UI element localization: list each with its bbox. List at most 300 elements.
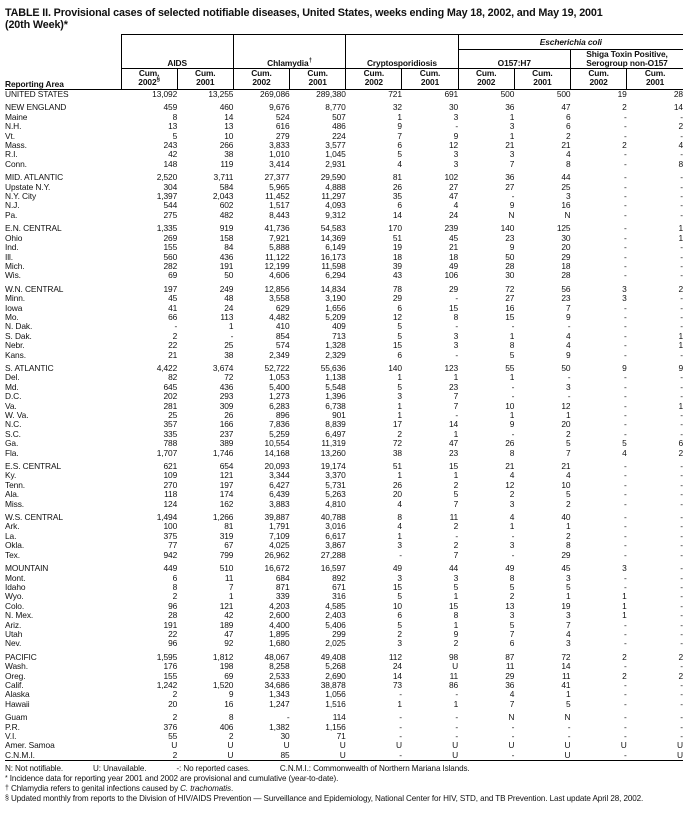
value-cell: 3: [453, 111, 459, 122]
value-cell: U: [227, 749, 234, 760]
value-cell: 14,369: [320, 232, 346, 243]
value-cell: -: [623, 689, 627, 700]
value-cell: 2: [622, 102, 627, 113]
value-cell: 14,834: [320, 283, 346, 294]
value-cell: 113: [220, 311, 234, 322]
value-cell: 140: [388, 362, 402, 373]
value-cell: 191: [163, 619, 178, 630]
value-cell: 9: [509, 242, 515, 253]
table-row: [5, 271, 683, 280]
value-cell: 39,887: [264, 512, 290, 523]
value-cell: -: [623, 428, 627, 439]
value-cell: 281: [163, 400, 178, 411]
value-cell: 17: [392, 419, 402, 430]
reporting-area-cell: Maine: [5, 111, 28, 122]
value-cell: 8: [678, 158, 683, 169]
value-cell: 49,408: [320, 651, 346, 662]
value-cell: 224: [332, 130, 346, 141]
value-cell: 3: [397, 572, 402, 583]
value-cell: 3,344: [269, 470, 290, 481]
value-cell: -: [623, 349, 627, 360]
value-cell: 616: [275, 121, 290, 132]
value-cell: 23: [505, 232, 515, 243]
value-cell: 52,722: [264, 362, 290, 373]
value-cell: 524: [275, 111, 290, 122]
value-cell: 2: [453, 521, 459, 532]
value-cell: -: [399, 731, 402, 741]
value-cell: 3,370: [325, 470, 346, 481]
reporting-area-cell: S. ATLANTIC: [5, 362, 54, 373]
value-cell: 319: [219, 530, 234, 541]
value-cell: 50: [224, 270, 234, 281]
value-cell: -: [567, 391, 571, 402]
value-cell: 20: [168, 698, 178, 709]
value-cell: 3,577: [325, 140, 346, 151]
value-cell: -: [680, 391, 683, 402]
value-cell: 7,836: [269, 419, 290, 430]
value-cell: 124: [163, 498, 178, 509]
value-cell: -: [680, 428, 683, 439]
value-cell: 18: [449, 251, 459, 262]
value-cell: 500: [556, 89, 571, 99]
value-cell: 32: [392, 102, 402, 113]
value-cell: 44: [449, 563, 459, 574]
value-cell: 1: [453, 591, 459, 602]
table-row: [5, 700, 683, 709]
value-cell: -: [680, 721, 683, 732]
value-cell: 3: [397, 391, 402, 402]
value-cell: -: [455, 349, 459, 360]
reporting-area-cell: Wyo.: [5, 591, 24, 602]
value-cell: 249: [219, 283, 234, 294]
value-cell: 77: [168, 540, 178, 551]
footnotes: [5, 764, 683, 803]
value-cell: 20,093: [264, 461, 290, 472]
value-cell: 1: [397, 410, 402, 420]
value-cell: 9: [509, 200, 515, 211]
value-cell: 30: [561, 232, 571, 243]
value-cell: 162: [219, 498, 234, 509]
value-cell: 436: [219, 381, 234, 392]
value-cell: 55: [505, 362, 515, 373]
value-cell: 2: [397, 628, 402, 639]
value-cell: -: [680, 200, 683, 211]
value-cell: 3: [622, 563, 627, 574]
value-cell: 500: [500, 89, 515, 99]
value-cell: 11: [449, 512, 459, 523]
reporting-area-cell: W.N. CENTRAL: [5, 283, 64, 294]
value-cell: 4,400: [269, 619, 290, 630]
value-cell: 2: [678, 121, 683, 132]
value-cell: 189: [219, 619, 234, 630]
value-cell: 7: [397, 130, 402, 141]
value-cell: 6: [565, 121, 571, 132]
value-cell: 8,839: [325, 419, 346, 430]
value-cell: 24: [449, 209, 459, 220]
reporting-area-cell: Okla.: [5, 540, 25, 551]
value-cell: 376: [163, 721, 178, 732]
reporting-area-cell: Ohio: [5, 232, 23, 243]
reporting-area-cell: N. Mex.: [5, 610, 34, 621]
value-cell: -: [680, 591, 683, 602]
value-cell: 3,414: [269, 158, 290, 169]
value-cell: -: [680, 498, 683, 509]
value-cell: 26: [392, 181, 402, 192]
value-cell: 1: [453, 619, 459, 630]
value-cell: 459: [163, 102, 178, 113]
value-cell: U: [564, 749, 571, 760]
value-cell: 2,533: [269, 670, 290, 681]
value-cell: 2: [228, 731, 234, 741]
value-cell: -: [680, 251, 683, 262]
value-cell: 2: [565, 498, 571, 509]
value-cell: -: [623, 223, 627, 234]
reporting-area-cell: La.: [5, 530, 17, 541]
reporting-area-cell: Ala.: [5, 489, 20, 500]
value-cell: 102: [444, 172, 459, 183]
value-cell: 901: [332, 410, 346, 420]
value-cell: 510: [219, 563, 234, 574]
value-cell: 121: [219, 470, 234, 481]
value-cell: 1,396: [325, 391, 346, 402]
value-cell: -: [511, 530, 515, 541]
value-cell: 5: [453, 581, 459, 592]
value-cell: 25: [168, 410, 178, 420]
ecoli-label: Escherichia coli: [539, 37, 602, 47]
value-cell: 11: [449, 670, 459, 681]
value-cell: 12,856: [264, 283, 290, 294]
value-cell: 13: [505, 600, 515, 611]
value-cell: 6,497: [325, 428, 346, 439]
column-header-cum: Cum. 2001: [177, 69, 233, 90]
col-group-o157: O157:H7: [458, 50, 570, 69]
value-cell: 507: [332, 111, 346, 122]
value-cell: 50: [561, 362, 571, 373]
value-cell: 35: [392, 191, 402, 202]
reporting-area-cell: Mont.: [5, 572, 26, 583]
value-cell: 198: [219, 661, 234, 672]
value-cell: 36: [505, 172, 515, 183]
value-cell: -: [680, 172, 683, 183]
value-cell: -: [623, 712, 627, 723]
value-cell: -: [623, 242, 627, 253]
value-cell: 2: [678, 447, 683, 458]
value-cell: 9: [453, 628, 459, 639]
value-cell: 1: [397, 530, 402, 541]
value-cell: 16,672: [264, 563, 290, 574]
value-cell: -: [511, 321, 515, 332]
value-cell: -: [623, 419, 627, 430]
value-cell: 237: [219, 428, 234, 439]
value-cell: 3: [397, 540, 402, 551]
value-cell: 1,812: [212, 651, 234, 662]
value-cell: 51: [392, 461, 402, 472]
value-cell: -: [623, 479, 627, 490]
value-cell: 11,452: [265, 191, 290, 202]
value-cell: 3,674: [212, 362, 234, 373]
value-cell: 4: [397, 498, 402, 509]
value-cell: 335: [163, 428, 178, 439]
value-cell: 2,025: [325, 638, 346, 649]
value-cell: 289,380: [316, 89, 346, 99]
value-cell: 50: [505, 251, 515, 262]
legend-not-notifiable: N: Not notifiable.: [5, 764, 64, 774]
value-cell: 896: [275, 410, 290, 420]
value-cell: U: [171, 740, 178, 751]
value-cell: 4: [622, 447, 627, 458]
value-cell: -: [623, 489, 627, 500]
value-cell: 5: [565, 489, 571, 500]
value-cell: -: [399, 749, 402, 760]
value-cell: -: [623, 470, 627, 481]
value-cell: 1,680: [269, 638, 290, 649]
value-cell: -: [623, 721, 627, 732]
value-cell: 96: [168, 638, 178, 649]
value-cell: 22: [168, 340, 178, 351]
value-cell: 3: [453, 149, 459, 160]
value-cell: 293: [219, 391, 234, 402]
value-cell: -: [680, 149, 683, 160]
reporting-area-cell: Mass.: [5, 140, 27, 151]
value-cell: 6: [678, 438, 683, 449]
value-cell: 174: [219, 489, 234, 500]
value-cell: 4: [509, 512, 515, 523]
value-cell: 49: [505, 563, 515, 574]
value-cell: 66: [168, 311, 178, 322]
value-cell: -: [511, 731, 515, 741]
reporting-area-cell: Nebr.: [5, 340, 25, 351]
value-cell: 2,520: [156, 172, 178, 183]
value-cell: -: [399, 549, 402, 560]
value-cell: -: [623, 698, 627, 709]
value-cell: -: [680, 712, 683, 723]
table-row: [5, 751, 683, 761]
table-body: [5, 90, 683, 761]
value-cell: 11,297: [321, 191, 346, 202]
value-cell: 5: [509, 349, 515, 360]
value-cell: 21: [561, 140, 571, 151]
value-cell: 18: [561, 260, 571, 271]
reporting-area-cell: Miss.: [5, 498, 25, 509]
value-cell: 26: [224, 410, 234, 420]
reporting-area-cell: Ariz.: [5, 619, 22, 630]
value-cell: 28: [673, 89, 683, 99]
value-cell: 5: [565, 698, 571, 709]
value-cell: 16: [561, 200, 571, 211]
value-cell: -: [680, 130, 683, 141]
value-cell: -: [680, 530, 683, 541]
value-cell: 9: [509, 419, 515, 430]
value-cell: 47: [224, 628, 234, 639]
value-cell: 21: [561, 461, 571, 472]
value-cell: 16: [224, 698, 234, 709]
value-cell: 4: [509, 470, 515, 481]
value-cell: -: [680, 619, 683, 630]
value-cell: 1: [678, 223, 683, 234]
value-cell: -: [680, 419, 683, 430]
value-cell: 41: [561, 679, 571, 690]
col-group-cryptosporidiosis: Cryptosporidiosis: [346, 35, 458, 69]
value-cell: -: [680, 689, 683, 700]
value-cell: 16: [505, 302, 515, 313]
value-cell: 5,965: [269, 181, 290, 192]
value-cell: 140: [500, 223, 515, 234]
value-cell: 892: [332, 572, 346, 583]
reporting-area-cell: E.S. CENTRAL: [5, 461, 62, 472]
notifiable-diseases-table: [5, 34, 683, 761]
reporting-area-cell: Wis.: [5, 270, 21, 281]
reporting-area-cell: Md.: [5, 381, 19, 392]
table-title-line1: TABLE II. Provisional cases of selected notifiable diseases, United States, weeks ending May 18, 2002, and May 19, 2001: [5, 7, 603, 19]
value-cell: -: [680, 311, 683, 322]
value-cell: -: [174, 321, 178, 332]
value-cell: 49: [392, 563, 402, 574]
value-cell: 3,867: [325, 540, 346, 551]
reporting-area-cell: D.C.: [5, 391, 22, 402]
value-cell: 4: [678, 140, 683, 151]
value-cell: 49: [449, 260, 459, 271]
value-cell: 45: [168, 293, 178, 304]
value-cell: 3,883: [269, 498, 290, 509]
value-cell: 81: [224, 521, 234, 532]
value-cell: 629: [275, 302, 290, 313]
value-cell: 389: [219, 438, 234, 449]
value-cell: -: [623, 521, 627, 532]
reporting-area-cell: Kans.: [5, 349, 26, 360]
reporting-area-cell: N.Y. City: [5, 191, 37, 202]
value-cell: 7: [228, 581, 234, 592]
value-cell: -: [623, 530, 627, 541]
value-cell: 48: [224, 293, 234, 304]
value-cell: 1: [509, 130, 515, 141]
value-cell: 2,349: [269, 349, 290, 360]
value-cell: 4,482: [269, 311, 290, 322]
value-cell: 8: [509, 340, 515, 351]
value-cell: 1,328: [325, 340, 346, 351]
value-cell: 27,288: [320, 549, 346, 560]
value-cell: 25: [224, 340, 234, 351]
value-cell: 7,921: [269, 232, 290, 243]
value-cell: -: [623, 638, 627, 649]
col-group-aids: AIDS: [121, 35, 233, 69]
value-cell: 460: [219, 102, 234, 113]
value-cell: 2: [622, 670, 627, 681]
value-cell: -: [680, 321, 683, 332]
value-cell: 47: [449, 438, 459, 449]
value-cell: 1: [622, 610, 627, 621]
value-cell: 2: [453, 540, 459, 551]
value-cell: 3: [509, 540, 515, 551]
value-cell: 23: [449, 447, 459, 458]
value-cell: U: [283, 740, 290, 751]
value-cell: 304: [163, 181, 178, 192]
value-cell: 574: [275, 340, 290, 351]
value-cell: 3: [397, 638, 402, 649]
value-cell: 275: [163, 209, 178, 220]
value-cell: 1: [228, 321, 234, 332]
value-cell: 11,319: [321, 438, 346, 449]
value-cell: 4: [565, 149, 571, 160]
reporting-area-cell: NEW ENGLAND: [5, 102, 67, 113]
reporting-area-cell: Guam: [5, 712, 28, 723]
value-cell: 3: [509, 121, 515, 132]
value-cell: -: [623, 158, 627, 169]
value-cell: 942: [163, 549, 178, 560]
value-cell: 2: [453, 479, 459, 490]
value-cell: -: [680, 489, 683, 500]
reporting-area-cell: Ky.: [5, 470, 17, 481]
value-cell: -: [399, 721, 402, 732]
value-cell: -: [680, 410, 683, 420]
value-cell: -: [680, 181, 683, 192]
value-cell: 6: [172, 572, 178, 583]
value-cell: 788: [163, 438, 178, 449]
value-cell: 7: [509, 158, 515, 169]
value-cell: 3: [565, 610, 571, 621]
value-cell: 28: [168, 610, 178, 621]
value-cell: 4,888: [325, 181, 346, 192]
reporting-area-cell: S. Dak.: [5, 330, 32, 341]
value-cell: 1: [453, 428, 459, 439]
value-cell: -: [680, 461, 683, 472]
value-cell: 5: [509, 581, 515, 592]
value-cell: 1,010: [269, 149, 290, 160]
value-cell: N: [508, 209, 515, 220]
table-row: [5, 160, 683, 169]
value-cell: -: [623, 321, 627, 332]
reporting-area-cell: N.J.: [5, 200, 20, 211]
value-cell: 8: [453, 610, 459, 621]
value-cell: 25: [561, 181, 571, 192]
value-cell: -: [623, 130, 627, 141]
value-cell: 2,329: [325, 349, 346, 360]
value-cell: 72: [224, 372, 234, 383]
value-cell: 106: [444, 270, 459, 281]
value-cell: 47: [561, 102, 571, 113]
value-cell: 13,260: [320, 447, 346, 458]
value-cell: 10: [561, 479, 571, 490]
value-cell: 269,086: [259, 89, 290, 99]
value-cell: 19: [392, 242, 402, 253]
table-row: [5, 351, 683, 360]
value-cell: -: [623, 149, 627, 160]
value-cell: -: [455, 731, 459, 741]
value-cell: 6: [397, 349, 402, 360]
value-cell: 316: [332, 591, 346, 602]
value-cell: 23: [561, 293, 571, 304]
reporting-area-cell: Iowa: [5, 302, 23, 313]
value-cell: 7: [509, 628, 515, 639]
value-cell: 148: [163, 158, 178, 169]
reporting-area-header: [5, 35, 121, 90]
value-cell: 69: [224, 670, 234, 681]
table-title-line2: (20th Week)*: [5, 19, 68, 31]
value-cell: 72: [392, 438, 402, 449]
value-cell: -: [680, 191, 683, 202]
col-group-chlamydia: Chlamydia†: [233, 35, 345, 69]
reporting-area-cell: Del.: [5, 372, 20, 383]
value-cell: 4: [565, 340, 571, 351]
value-cell: 9,676: [269, 102, 290, 113]
value-cell: 15: [449, 600, 459, 611]
value-cell: 112: [388, 651, 402, 662]
value-cell: -: [623, 260, 627, 271]
value-cell: U: [508, 740, 515, 751]
value-cell: 26,962: [264, 549, 290, 560]
value-cell: -: [623, 400, 627, 411]
value-cell: 176: [163, 661, 178, 672]
value-cell: 67: [224, 540, 234, 551]
